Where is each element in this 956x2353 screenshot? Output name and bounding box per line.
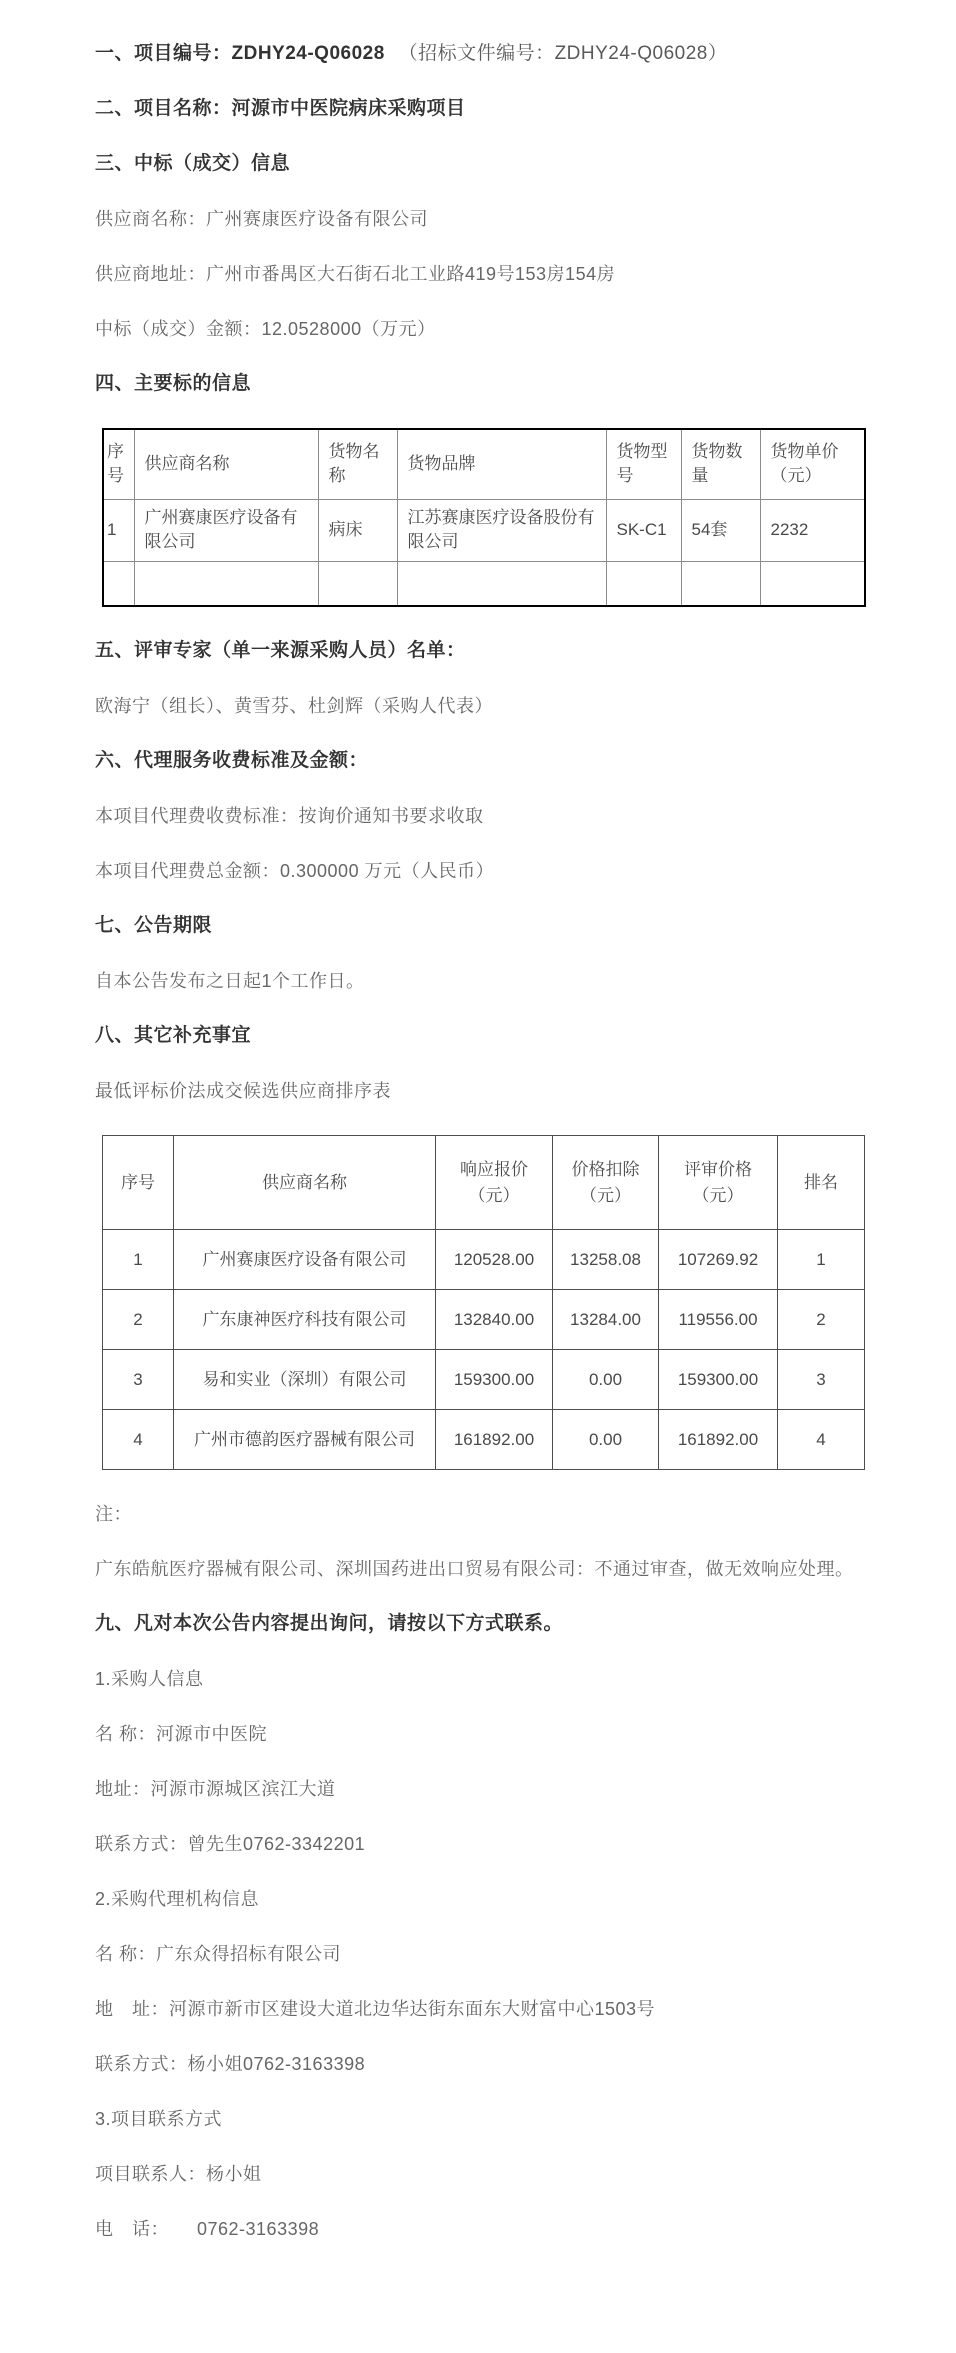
col-header-goods-unit-price: 货物单价（元） [760, 429, 865, 499]
cell-goods-qty: 54套 [681, 499, 760, 561]
table-row-empty [103, 561, 865, 606]
col-header-goods-brand: 货物品牌 [397, 429, 606, 499]
cell-seq: 1 [103, 1230, 174, 1290]
project-contact-person: 项目联系人：杨小姐 [95, 2164, 262, 2184]
agency-fee-total: 本项目代理费总金额：0.300000 万元（人民币） [95, 861, 495, 881]
col-header-price-deduction: 价格扣除 （元） [553, 1136, 659, 1230]
supplier-address: 供应商地址：广州市番禺区大石街石北工业路419号153房154房 [95, 264, 616, 284]
cell-supplier: 广东康神医疗科技有限公司 [174, 1290, 436, 1350]
agency-info-title: 2.采购代理机构信息 [95, 1889, 260, 1909]
cell-rank: 3 [778, 1350, 865, 1410]
cell-review-price: 161892.00 [659, 1410, 778, 1470]
cell-rank: 1 [778, 1230, 865, 1290]
cell-goods-name: 病床 [318, 499, 397, 561]
tender-doc-number: （招标文件编号：ZDHY24-Q06028） [398, 43, 728, 64]
section5-heading: 五、评审专家（单一来源采购人员）名单： [95, 640, 466, 661]
section1-heading [95, 43, 870, 65]
agency-fee-standard: 本项目代理费收费标准：按询价通知书要求收取 [95, 806, 484, 826]
project-contact-phone: 电 话： 0762-3163398 [95, 2219, 320, 2239]
table-row [103, 1230, 865, 1290]
supplier-ranking-table [102, 1135, 865, 1470]
section7-heading: 七、公告期限 [95, 915, 213, 936]
cell-review-price: 159300.00 [659, 1350, 778, 1410]
cell-supplier: 广州赛康医疗设备有限公司 [134, 499, 318, 561]
cell-rank: 2 [778, 1290, 865, 1350]
col-header-supplier: 供应商名称 [134, 429, 318, 499]
table-header-row [103, 429, 865, 499]
cell-goods-unit-price: 2232 [760, 499, 865, 561]
col-header-goods-name: 货物名称 [318, 429, 397, 499]
supplier-name: 供应商名称：广州赛康医疗设备有限公司 [95, 209, 428, 229]
experts-list: 欧海宁（组长）、黄雪芬、杜剑辉（采购人代表） [95, 696, 493, 716]
cell-price-deduction: 0.00 [553, 1410, 659, 1470]
cell-bid-price: 159300.00 [436, 1350, 553, 1410]
cell-goods-model: SK-C1 [606, 499, 681, 561]
cell-review-price: 119556.00 [659, 1290, 778, 1350]
cell-seq: 4 [103, 1410, 174, 1470]
cell-seq: 3 [103, 1350, 174, 1410]
note-label: 注： [95, 1504, 132, 1524]
cell-goods-brand: 江苏赛康医疗设备股份有限公司 [397, 499, 606, 561]
buyer-info-title: 1.采购人信息 [95, 1669, 204, 1689]
cell-supplier: 广州市德韵医疗器械有限公司 [174, 1410, 436, 1470]
table-row [103, 1350, 865, 1410]
cell-seq: 1 [103, 499, 134, 561]
section9-heading: 九、凡对本次公告内容提出询问，请按以下方式联系。 [95, 1613, 564, 1634]
col-header-goods-qty: 货物数量 [681, 429, 760, 499]
cell-price-deduction: 0.00 [553, 1350, 659, 1410]
cell-bid-price: 161892.00 [436, 1410, 553, 1470]
table-row [103, 1290, 865, 1350]
col-header-goods-model: 货物型号 [606, 429, 681, 499]
main-bid-info-table [102, 428, 866, 607]
cell-bid-price: 132840.00 [436, 1290, 553, 1350]
cell-review-price: 107269.92 [659, 1230, 778, 1290]
buyer-contact: 联系方式：曾先生0762-3342201 [95, 1834, 366, 1854]
note-text: 广东皓航医疗器械有限公司、深圳国药进出口贸易有限公司：不通过审查，做无效响应处理。 [95, 1559, 854, 1579]
agency-address: 地 址：河源市新市区建设大道北边华达街东面东大财富中心1503号 [95, 1999, 656, 2019]
cell-supplier: 易和实业（深圳）有限公司 [174, 1350, 436, 1410]
announcement-period: 自本公告发布之日起1个工作日。 [95, 971, 365, 991]
section6-heading: 六、代理服务收费标准及金额： [95, 750, 369, 771]
cell-rank: 4 [778, 1410, 865, 1470]
buyer-name: 名 称：河源市中医院 [95, 1724, 268, 1744]
table-row [103, 499, 865, 561]
col-header-seq: 序号 [103, 1136, 174, 1230]
agency-name: 名 称：广东众得招标有限公司 [95, 1944, 341, 1964]
cell-price-deduction: 13258.08 [553, 1230, 659, 1290]
buyer-address: 地址：河源市源城区滨江大道 [95, 1779, 336, 1799]
col-header-seq: 序号 [103, 429, 134, 499]
section2-heading: 二、项目名称：河源市中医院病床采购项目 [95, 98, 466, 119]
table-row [103, 1410, 865, 1470]
table-header-row [103, 1136, 865, 1230]
project-contact-title: 3.项目联系方式 [95, 2109, 223, 2129]
cell-seq: 2 [103, 1290, 174, 1350]
section3-heading: 三、中标（成交）信息 [95, 153, 291, 174]
agency-contact: 联系方式：杨小姐0762-3163398 [95, 2054, 366, 2074]
project-number: 一、项目编号：ZDHY24-Q06028 [95, 43, 385, 64]
col-header-supplier: 供应商名称 [174, 1136, 436, 1230]
col-header-review-price: 评审价格 （元） [659, 1136, 778, 1230]
section4-heading: 四、主要标的信息 [95, 373, 252, 394]
award-amount: 中标（成交）金额：12.0528000（万元） [95, 319, 436, 339]
col-header-rank: 排名 [778, 1136, 865, 1230]
cell-price-deduction: 13284.00 [553, 1290, 659, 1350]
col-header-bid-price: 响应报价 （元） [436, 1136, 553, 1230]
cell-supplier: 广州赛康医疗设备有限公司 [174, 1230, 436, 1290]
section8-heading: 八、其它补充事宜 [95, 1025, 252, 1046]
ranking-table-title: 最低评标价法成交候选供应商排序表 [95, 1081, 391, 1101]
cell-bid-price: 120528.00 [436, 1230, 553, 1290]
